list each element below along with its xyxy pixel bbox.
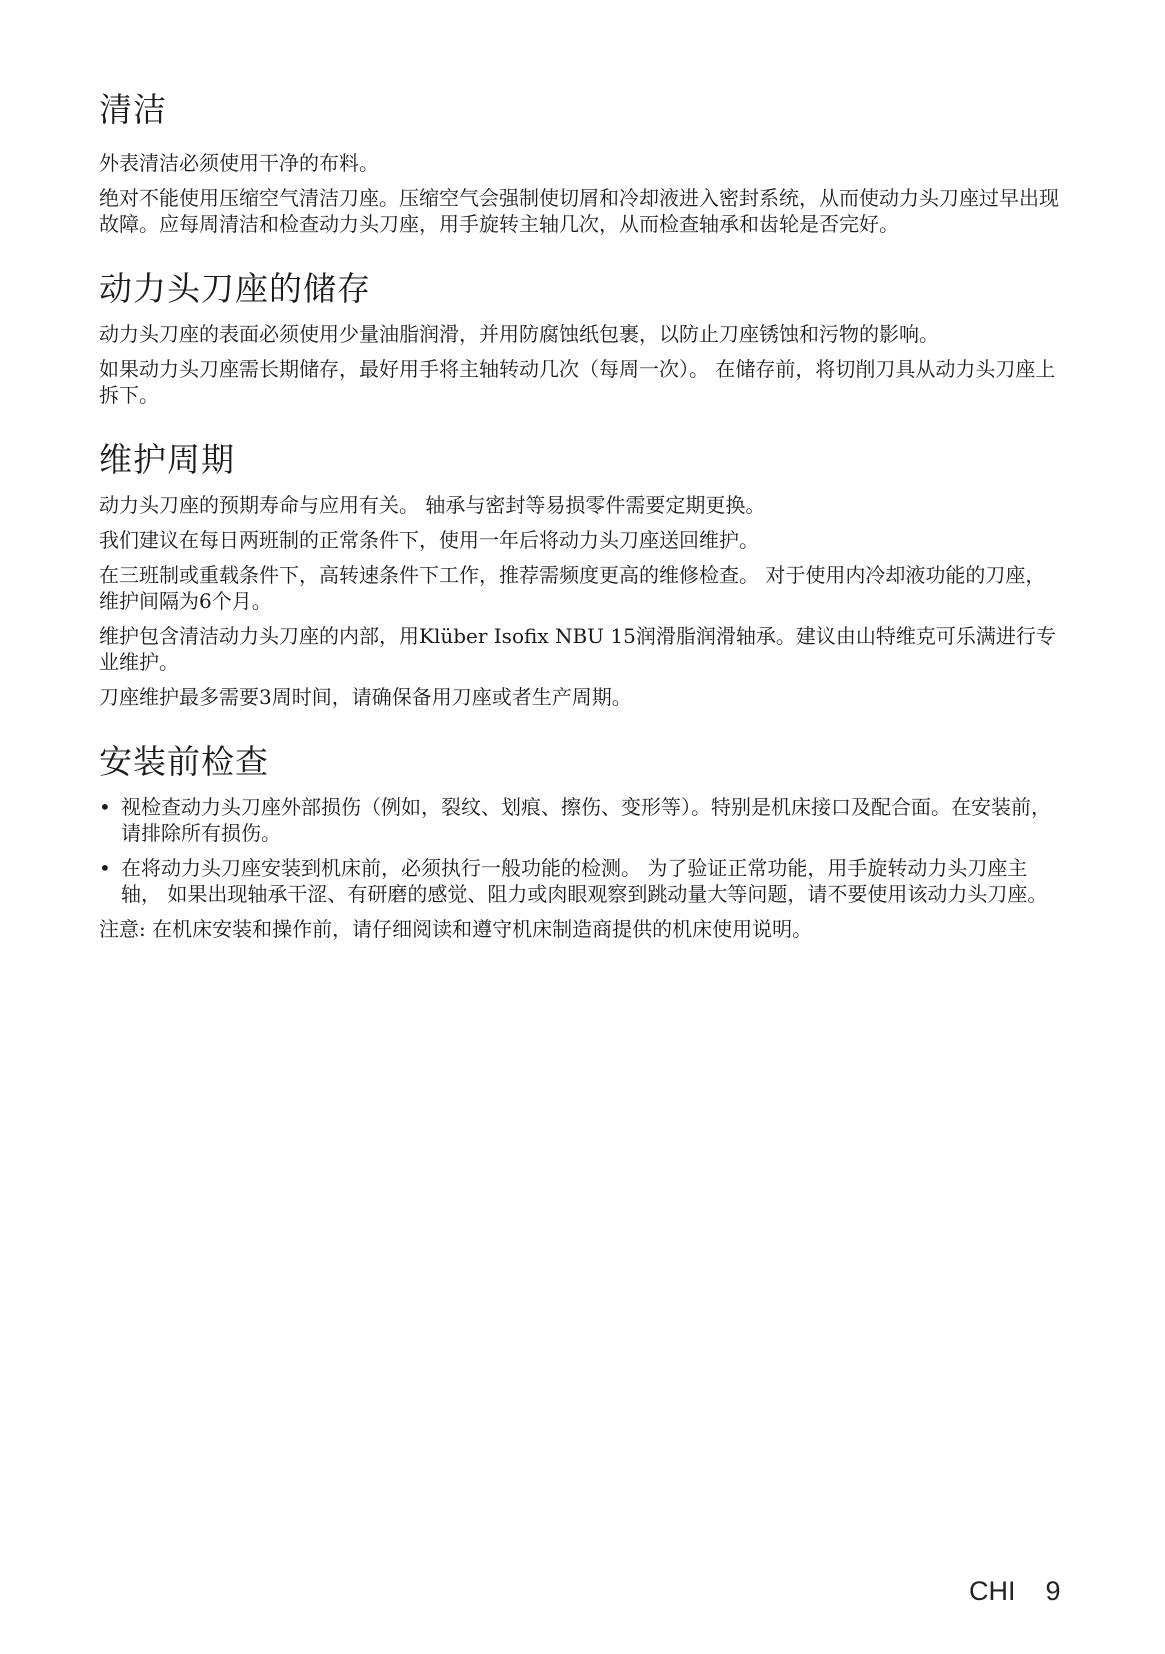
paragraph: 在三班制或重载条件下，高转速条件下工作，推荐需频度更高的维修检查。 对于使用内冷却液功能的刀座，维护间隔为6个月。	[99, 563, 1046, 613]
section-cleaning	[99, 88, 1059, 237]
paragraph: 外表清洁必须使用干净的布料。	[99, 151, 379, 175]
section-inspection	[99, 740, 1059, 942]
paragraph: 绝对不能使用压缩空气清洁刀座。压缩空气会强制使切屑和冷却液进入密封系统，从而使动力头刀座过早出现故障。应每周清洁和检查动力头刀座，用手旋转主轴几次，从而检查轴承和齿轮是否完好。	[99, 186, 1059, 236]
note-text: 注意: 在机床安装和操作前，请仔细阅读和遵守机床制造商提供的机床使用说明。	[99, 917, 813, 941]
paragraph: 我们建议在每日两班制的正常条件下，使用一年后将动力头刀座送回维护。	[99, 528, 759, 552]
section-title-storage: 动力头刀座的储存	[99, 269, 371, 308]
bullet-icon: •	[99, 856, 111, 880]
inspection-list	[99, 794, 1059, 907]
bullet-icon: •	[99, 795, 111, 819]
language-code: CHI	[969, 1576, 1016, 1606]
section-title-cleaning: 清洁	[99, 90, 167, 129]
paragraph: 如果动力头刀座需长期储存，最好用手将主轴转动几次（每周一次）。 在储存前，将切削刀具从动力头刀座上拆下。	[99, 357, 1056, 407]
section-title-inspection: 安装前检查	[99, 742, 269, 781]
paragraph: 动力头刀座的预期寿命与应用有关。 轴承与密封等易损零件需要定期更换。	[99, 493, 766, 517]
list-item-text: 在将动力头刀座安装到机床前，必须执行一般功能的检测。 为了验证正常功能，用手旋转动力头刀座主轴， 如果出现轴承干涩、有研磨的感觉、阻力或肉眼观察到跳动量大等问题，请不要使用该动力头刀座。	[121, 856, 1048, 906]
page-number: 9	[1045, 1576, 1061, 1606]
paragraph: 刀座维护最多需要3周时间，请确保备用刀座或者生产周期。	[99, 685, 632, 709]
paragraph: 动力头刀座的表面必须使用少量油脂润滑，并用防腐蚀纸包裹，以防止刀座锈蚀和污物的影响。	[99, 322, 939, 346]
section-storage	[99, 267, 1059, 408]
document-page	[99, 88, 1059, 951]
section-title-maintenance: 维护周期	[99, 440, 235, 479]
list-item	[99, 794, 1059, 846]
list-item	[99, 855, 1059, 907]
list-item-text: 视检查动力头刀座外部损伤（例如，裂纹、划痕、擦伤、变形等）。特别是机床接口及配合面。在安装前，请排除所有损伤。	[121, 795, 1051, 845]
section-maintenance	[99, 438, 1059, 710]
paragraph: 维护包含清洁动力头刀座的内部，用Klüber Isofix NBU 15润滑脂润滑轴承。建议由山特维克可乐满进行专业维护。	[99, 624, 1056, 674]
page-footer	[969, 1576, 1061, 1607]
